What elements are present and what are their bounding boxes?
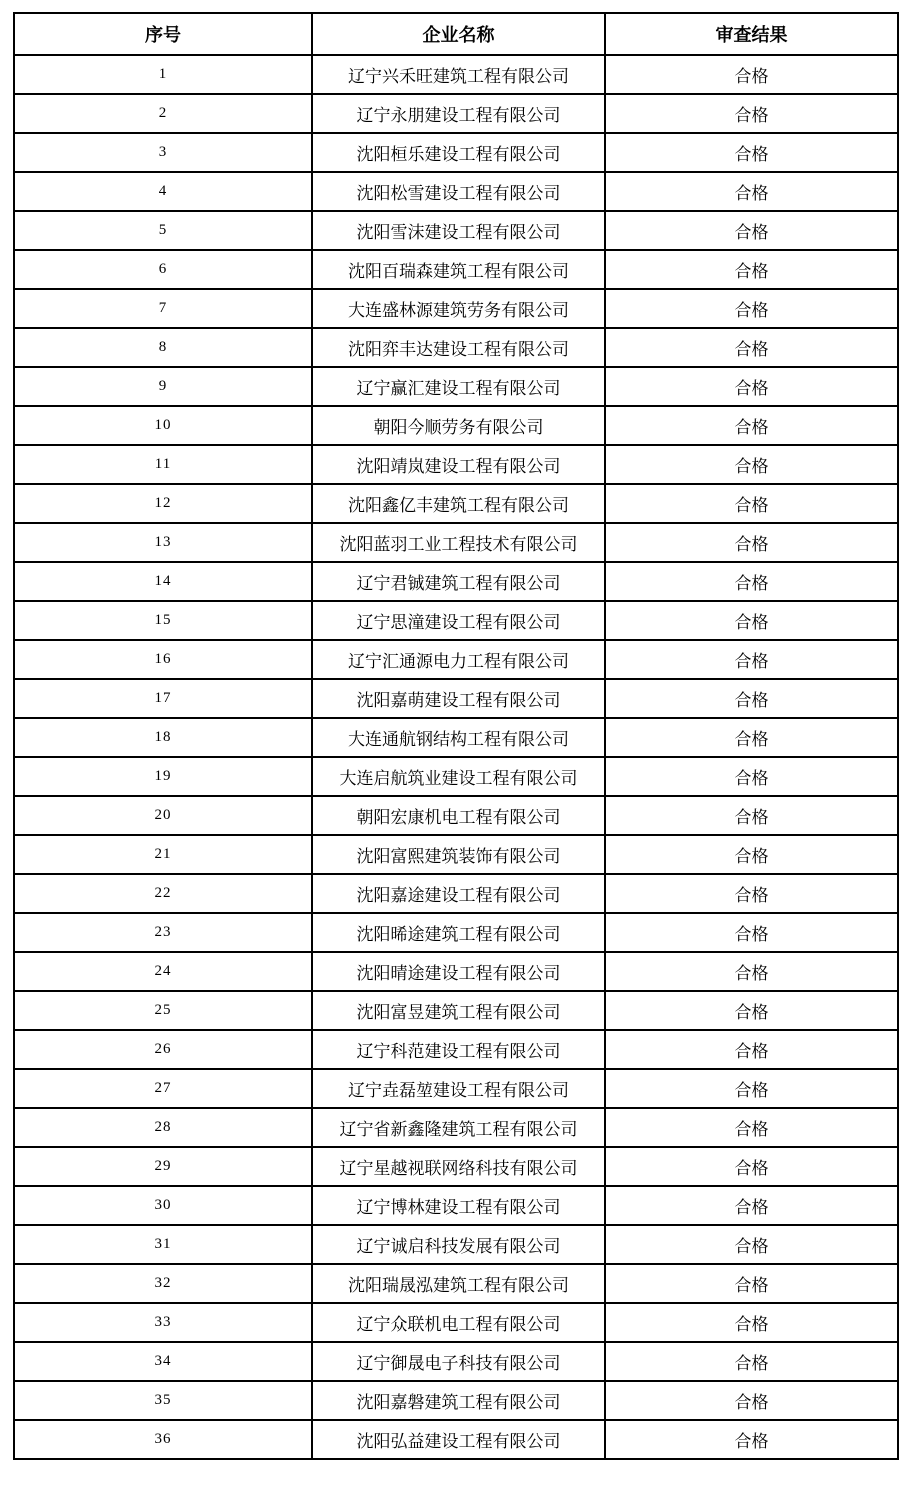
table-row [14,718,898,757]
header-cell-serial-number: 序号 [14,13,312,55]
review-result-cell: 合格 [605,718,898,757]
table-row [14,133,898,172]
company-name-cell: 辽宁君铖建筑工程有限公司 [312,562,605,601]
serial-number-cell: 26 [14,1030,312,1069]
serial-number-cell: 22 [14,874,312,913]
review-result-cell: 合格 [605,952,898,991]
company-name-cell: 沈阳蓝羽工业工程技术有限公司 [312,523,605,562]
company-name-cell: 沈阳瑞晟泓建筑工程有限公司 [312,1264,605,1303]
review-result-cell: 合格 [605,1108,898,1147]
company-name-cell: 沈阳桓乐建设工程有限公司 [312,133,605,172]
serial-number-cell: 4 [14,172,312,211]
company-name-cell: 辽宁省新鑫隆建筑工程有限公司 [312,1108,605,1147]
serial-number-cell: 20 [14,796,312,835]
serial-number-cell: 5 [14,211,312,250]
table-row [14,952,898,991]
review-result-cell: 合格 [605,94,898,133]
table-row [14,679,898,718]
table-row [14,1264,898,1303]
serial-number-cell: 2 [14,94,312,133]
serial-number-cell: 30 [14,1186,312,1225]
table-row [14,484,898,523]
company-name-cell: 辽宁永朋建设工程有限公司 [312,94,605,133]
table-row [14,1069,898,1108]
company-name-cell: 沈阳富昱建筑工程有限公司 [312,991,605,1030]
serial-number-cell: 28 [14,1108,312,1147]
table-row [14,1342,898,1381]
company-name-cell: 沈阳雪沫建设工程有限公司 [312,211,605,250]
table-row [14,94,898,133]
company-name-cell: 沈阳松雪建设工程有限公司 [312,172,605,211]
review-result-cell: 合格 [605,562,898,601]
serial-number-cell: 32 [14,1264,312,1303]
company-name-cell: 沈阳富熙建筑装饰有限公司 [312,835,605,874]
company-name-cell: 辽宁星越视联网络科技有限公司 [312,1147,605,1186]
header-cell-review-result: 审查结果 [605,13,898,55]
table-row [14,1147,898,1186]
review-result-cell: 合格 [605,601,898,640]
serial-number-cell: 9 [14,367,312,406]
review-result-cell: 合格 [605,913,898,952]
review-result-cell: 合格 [605,874,898,913]
serial-number-cell: 15 [14,601,312,640]
serial-number-cell: 31 [14,1225,312,1264]
review-result-cell: 合格 [605,211,898,250]
company-name-cell: 沈阳弘益建设工程有限公司 [312,1420,605,1459]
review-result-cell: 合格 [605,1342,898,1381]
company-name-cell: 辽宁御晟电子科技有限公司 [312,1342,605,1381]
company-name-cell: 沈阳晞途建筑工程有限公司 [312,913,605,952]
review-result-cell: 合格 [605,796,898,835]
review-result-cell: 合格 [605,250,898,289]
table-row [14,874,898,913]
serial-number-cell: 34 [14,1342,312,1381]
company-name-cell: 辽宁科范建设工程有限公司 [312,1030,605,1069]
table-row [14,523,898,562]
table-row [14,406,898,445]
table-row [14,796,898,835]
review-result-cell: 合格 [605,1264,898,1303]
review-result-cell: 合格 [605,757,898,796]
table-row [14,640,898,679]
serial-number-cell: 3 [14,133,312,172]
table-row [14,367,898,406]
review-result-cell: 合格 [605,1381,898,1420]
review-result-cell: 合格 [605,679,898,718]
header-cell-company-name: 企业名称 [312,13,605,55]
table-row [14,991,898,1030]
company-name-cell: 大连盛林源建筑劳务有限公司 [312,289,605,328]
company-name-cell: 沈阳嘉途建设工程有限公司 [312,874,605,913]
serial-number-cell: 11 [14,445,312,484]
table-row [14,1303,898,1342]
serial-number-cell: 18 [14,718,312,757]
serial-number-cell: 35 [14,1381,312,1420]
table-row [14,445,898,484]
review-result-cell: 合格 [605,1225,898,1264]
serial-number-cell: 24 [14,952,312,991]
table-row [14,328,898,367]
serial-number-cell: 29 [14,1147,312,1186]
review-result-cell: 合格 [605,640,898,679]
review-result-cell: 合格 [605,406,898,445]
serial-number-cell: 1 [14,55,312,94]
table-row [14,835,898,874]
table-row [14,1381,898,1420]
table-row [14,250,898,289]
company-name-cell: 辽宁汇通源电力工程有限公司 [312,640,605,679]
company-name-cell: 辽宁诚启科技发展有限公司 [312,1225,605,1264]
review-result-cell: 合格 [605,1030,898,1069]
review-result-cell: 合格 [605,1186,898,1225]
company-name-cell: 沈阳鑫亿丰建筑工程有限公司 [312,484,605,523]
serial-number-cell: 12 [14,484,312,523]
company-name-cell: 大连通航钢结构工程有限公司 [312,718,605,757]
table-row [14,55,898,94]
company-name-cell: 沈阳嘉萌建设工程有限公司 [312,679,605,718]
review-result-cell: 合格 [605,523,898,562]
table-row [14,289,898,328]
company-name-cell: 朝阳今顺劳务有限公司 [312,406,605,445]
serial-number-cell: 19 [14,757,312,796]
serial-number-cell: 33 [14,1303,312,1342]
company-name-cell: 辽宁众联机电工程有限公司 [312,1303,605,1342]
review-result-cell: 合格 [605,445,898,484]
review-result-cell: 合格 [605,835,898,874]
table-row [14,1030,898,1069]
review-result-table [13,12,899,1460]
company-name-cell: 辽宁垚磊堃建设工程有限公司 [312,1069,605,1108]
review-result-cell: 合格 [605,289,898,328]
serial-number-cell: 14 [14,562,312,601]
serial-number-cell: 8 [14,328,312,367]
table-row [14,172,898,211]
company-name-cell: 沈阳弈丰达建设工程有限公司 [312,328,605,367]
company-name-cell: 沈阳百瑞森建筑工程有限公司 [312,250,605,289]
table-body [14,55,898,1459]
table-row [14,1108,898,1147]
serial-number-cell: 36 [14,1420,312,1459]
serial-number-cell: 25 [14,991,312,1030]
table-row [14,211,898,250]
review-result-cell: 合格 [605,1420,898,1459]
table-row [14,1420,898,1459]
serial-number-cell: 10 [14,406,312,445]
serial-number-cell: 13 [14,523,312,562]
company-name-cell: 辽宁思潼建设工程有限公司 [312,601,605,640]
review-result-cell: 合格 [605,172,898,211]
review-result-cell: 合格 [605,484,898,523]
review-result-cell: 合格 [605,328,898,367]
table-row [14,913,898,952]
company-name-cell: 辽宁赢汇建设工程有限公司 [312,367,605,406]
review-result-cell: 合格 [605,367,898,406]
serial-number-cell: 27 [14,1069,312,1108]
company-name-cell: 沈阳晴途建设工程有限公司 [312,952,605,991]
header-row [14,13,898,55]
review-result-cell: 合格 [605,133,898,172]
company-name-cell: 大连启航筑业建设工程有限公司 [312,757,605,796]
table-row [14,601,898,640]
table-row [14,562,898,601]
serial-number-cell: 16 [14,640,312,679]
serial-number-cell: 6 [14,250,312,289]
serial-number-cell: 7 [14,289,312,328]
review-result-cell: 合格 [605,1147,898,1186]
table-row [14,757,898,796]
company-name-cell: 朝阳宏康机电工程有限公司 [312,796,605,835]
company-name-cell: 辽宁兴禾旺建筑工程有限公司 [312,55,605,94]
serial-number-cell: 17 [14,679,312,718]
table-row [14,1225,898,1264]
review-result-cell: 合格 [605,991,898,1030]
serial-number-cell: 21 [14,835,312,874]
review-result-cell: 合格 [605,1069,898,1108]
company-name-cell: 辽宁博林建设工程有限公司 [312,1186,605,1225]
company-name-cell: 沈阳靖岚建设工程有限公司 [312,445,605,484]
company-name-cell: 沈阳嘉磐建筑工程有限公司 [312,1381,605,1420]
review-result-cell: 合格 [605,55,898,94]
serial-number-cell: 23 [14,913,312,952]
table-row [14,1186,898,1225]
review-result-cell: 合格 [605,1303,898,1342]
